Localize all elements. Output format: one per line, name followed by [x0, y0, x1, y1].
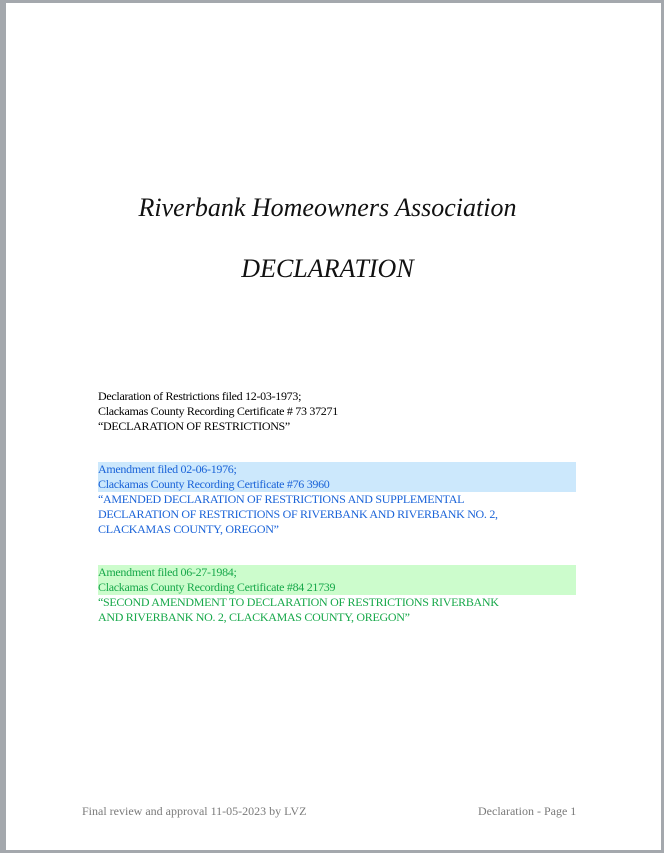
original-declaration-section	[98, 389, 576, 434]
document-subtitle: DECLARATION	[241, 254, 414, 283]
filing-line: Amendment filed 06-27-1984;	[98, 565, 576, 580]
certificate-line: Clackamas County Recording Certificate #84 21739	[98, 580, 576, 595]
document-name-line: “AMENDED DECLARATION OF RESTRICTIONS AND SUPPLEMENTAL	[98, 492, 465, 506]
document-page	[6, 3, 661, 850]
document-name-line: DECLARATION OF RESTRICTIONS OF RIVERBANK AND RIVERBANK NO. 2,	[98, 507, 498, 521]
filing-line: Amendment filed 02-06-1976;	[98, 462, 576, 477]
document-name-line: CLACKAMAS COUNTY, OREGON”	[98, 522, 279, 536]
document-title: Riverbank Homeowners Association	[138, 193, 517, 222]
footer-approval-note: Final review and approval 11-05-2023 by LVZ	[82, 804, 307, 818]
footer-page-number: Declaration - Page 1	[478, 804, 577, 818]
document-name-line: “DECLARATION OF RESTRICTIONS”	[98, 419, 290, 433]
first-amendment-section	[98, 462, 576, 537]
filing-line: Declaration of Restrictions filed 12-03-1973;	[98, 389, 302, 403]
document-name-line: AND RIVERBANK NO. 2, CLACKAMAS COUNTY, OREGON”	[98, 610, 410, 624]
certificate-line: Clackamas County Recording Certificate # 73 37271	[98, 404, 338, 418]
second-amendment-section	[98, 565, 576, 625]
certificate-line: Clackamas County Recording Certificate #76 3960	[98, 477, 576, 492]
document-name-line: “SECOND AMENDMENT TO DECLARATION OF RESTRICTIONS RIVERBANK	[98, 595, 499, 609]
